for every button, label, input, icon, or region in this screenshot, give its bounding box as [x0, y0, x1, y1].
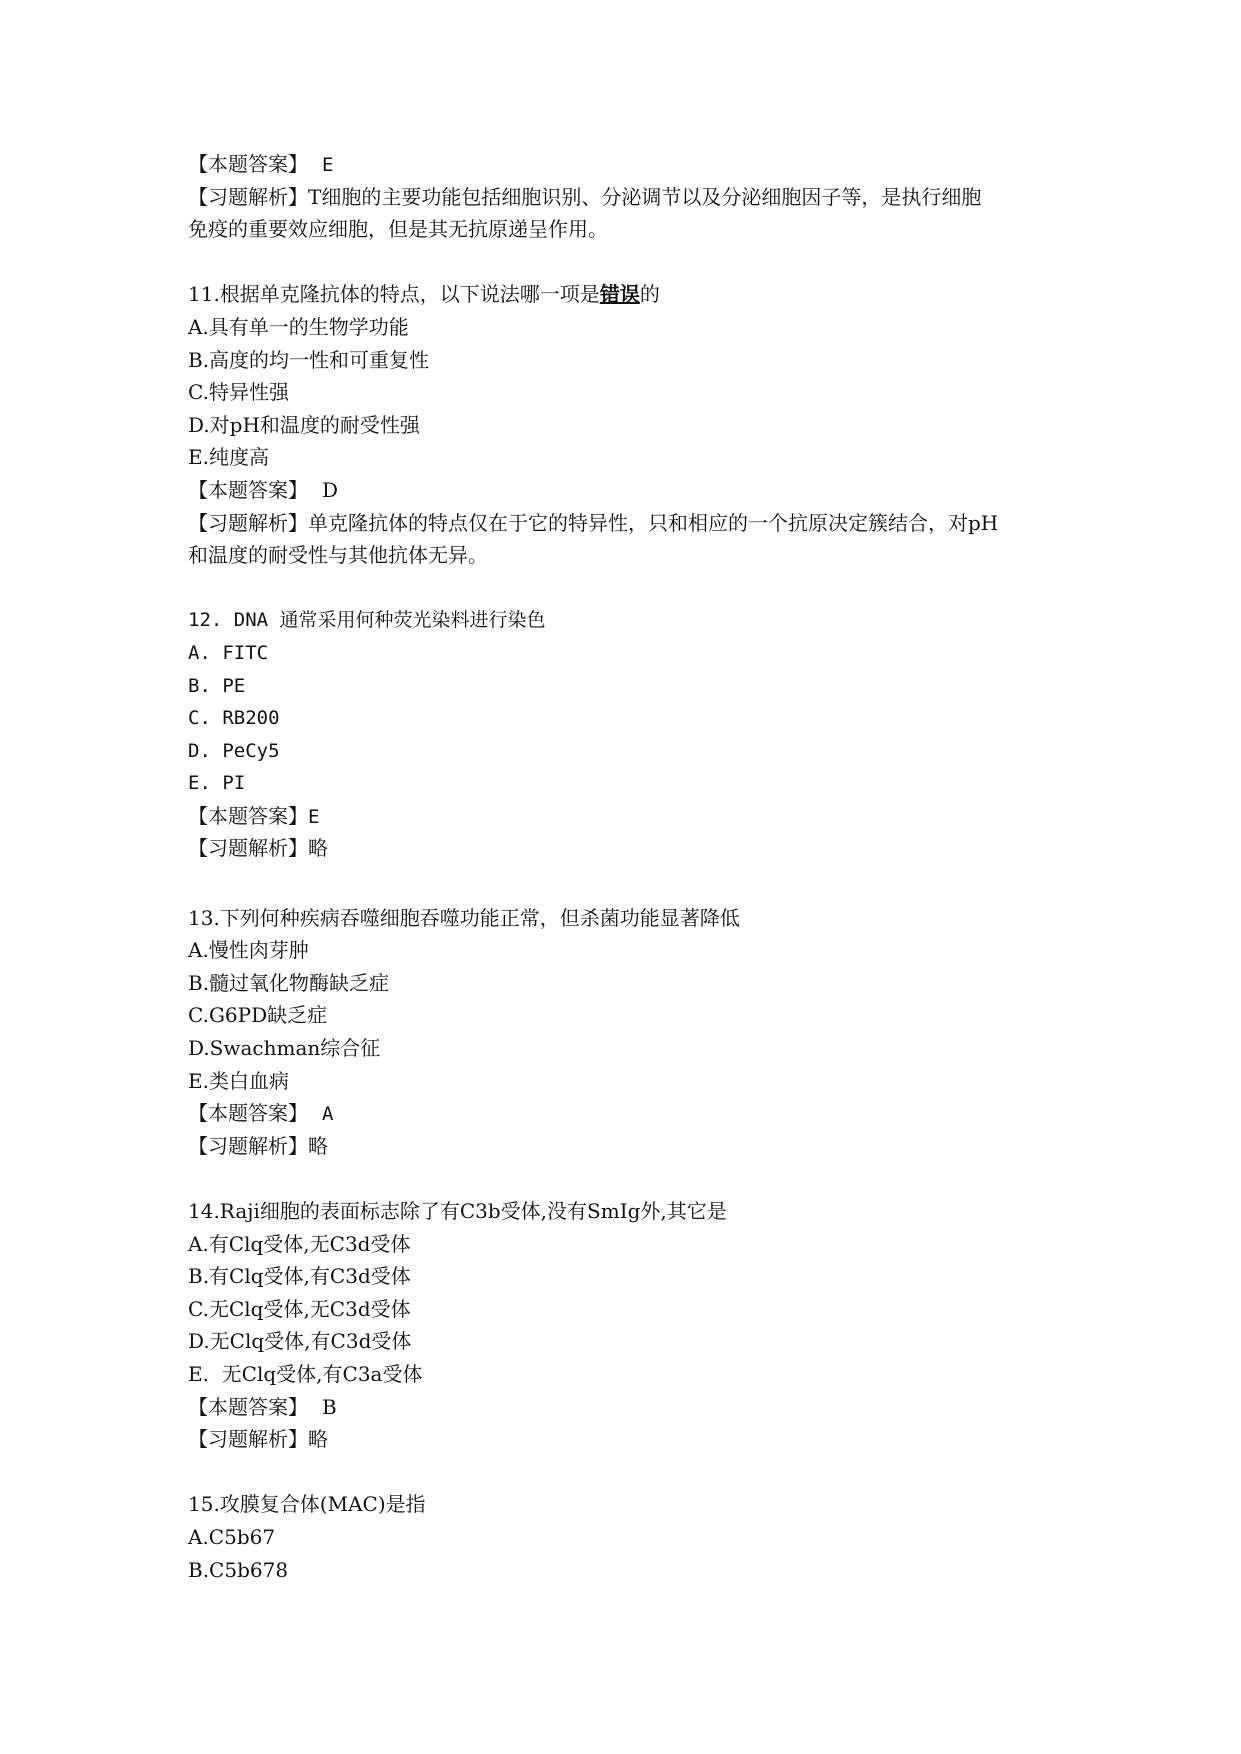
analysis-label: 【习题解析】	[188, 1427, 308, 1452]
question-stem: 13.下列何种疾病吞噬细胞吞噬功能正常，但杀菌功能显著降低	[188, 905, 740, 930]
question-15	[188, 1488, 1068, 1586]
answer-value: B	[322, 1394, 337, 1419]
answer-label: 【本题答案】	[188, 1101, 308, 1126]
analysis-text: 略	[308, 1427, 328, 1452]
analysis-line	[188, 1423, 1068, 1456]
answer-label: 【本题答案】	[188, 1394, 308, 1419]
option-e: E. 无Clq受体,有C3a受体	[188, 1361, 423, 1386]
answer-label: 【本题答案】	[188, 803, 308, 828]
question-stem	[188, 278, 1068, 311]
analysis-text: T细胞的主要功能包括细胞识别、分泌调节以及分泌细胞因子等，是执行细胞	[308, 184, 982, 209]
stem-text: 11.根据单克隆抗体的特点，以下说法哪一项是	[188, 282, 600, 307]
answer-line	[188, 1097, 1068, 1130]
answer-line	[188, 474, 1068, 507]
answer-label: 【本题答案】	[188, 152, 308, 176]
analysis-line-continued: 和温度的耐受性与其他抗体无异。	[188, 543, 488, 568]
option-e: E.类白血病	[188, 1068, 289, 1093]
option-a: A.慢性肉芽肿	[188, 938, 309, 963]
question-10-tail	[188, 148, 1068, 246]
answer-line	[188, 1391, 1068, 1424]
answer-value: E	[322, 154, 334, 176]
analysis-label: 【习题解析】	[188, 184, 308, 209]
question-stem: 15.攻膜复合体(MAC)是指	[188, 1492, 426, 1517]
analysis-line	[188, 1130, 1068, 1163]
option-d: D. PeCy5	[188, 739, 280, 762]
stem-suffix: 的	[639, 282, 660, 307]
question-14	[188, 1195, 1068, 1456]
question-12	[188, 604, 1068, 865]
option-c: C. RB200	[188, 707, 280, 730]
analysis-label: 【习题解析】	[188, 836, 308, 861]
option-b: B.有Clq受体,有C3d受体	[188, 1264, 411, 1289]
stem-emphasis: 错误	[599, 282, 640, 307]
option-a: A.具有单一的生物学功能	[188, 314, 409, 339]
answer-line	[188, 800, 1068, 833]
option-b: B.髓过氧化物酶缺乏症	[188, 970, 390, 995]
answer-value: D	[322, 477, 339, 502]
question-stem: 14.Raji细胞的表面标志除了有C3b受体,没有SmIg外,其它是	[188, 1199, 727, 1223]
analysis-text: 略	[308, 836, 328, 861]
analysis-label: 【习题解析】	[188, 1133, 308, 1158]
option-d: D.对pH和温度的耐受性强	[188, 412, 420, 437]
option-b: B.高度的均一性和可重复性	[188, 347, 430, 372]
analysis-text: 略	[308, 1133, 328, 1158]
option-d: D.无Clq受体,有C3d受体	[188, 1329, 412, 1354]
answer-label: 【本题答案】	[188, 477, 308, 502]
question-stem: 12. DNA 通常采用何种荧光染料进行染色	[188, 609, 546, 632]
question-11	[188, 278, 1068, 571]
option-b: B.C5b678	[188, 1557, 289, 1582]
analysis-label: 【习题解析】	[188, 510, 308, 535]
option-a: A.C5b67	[188, 1524, 276, 1549]
option-d: D.Swachman综合征	[188, 1036, 381, 1061]
analysis-line-continued: 免疫的重要效应细胞，但是其无抗原递呈作用。	[188, 217, 608, 242]
analysis-line	[188, 181, 1068, 214]
analysis-line	[188, 832, 1068, 865]
option-a: A. FITC	[188, 641, 269, 664]
answer-value: A	[322, 1103, 334, 1126]
option-a: A.有Clq受体,无C3d受体	[188, 1231, 411, 1256]
document-page	[188, 148, 1068, 1586]
analysis-line	[188, 507, 1068, 540]
option-c: C.G6PD缺乏症	[188, 1003, 328, 1028]
answer-value: E	[308, 805, 320, 828]
option-c: C.无Clq受体,无C3d受体	[188, 1296, 411, 1321]
option-c: C.特异性强	[188, 380, 289, 405]
answer-line	[188, 148, 1068, 181]
option-b: B. PE	[188, 674, 246, 697]
option-e: E. PI	[188, 772, 246, 795]
analysis-text: 单克隆抗体的特点仅在于它的特异性，只和相应的一个抗原决定簇结合，对pH	[308, 510, 999, 535]
question-13	[188, 902, 1068, 1163]
option-e: E.纯度高	[188, 445, 269, 470]
